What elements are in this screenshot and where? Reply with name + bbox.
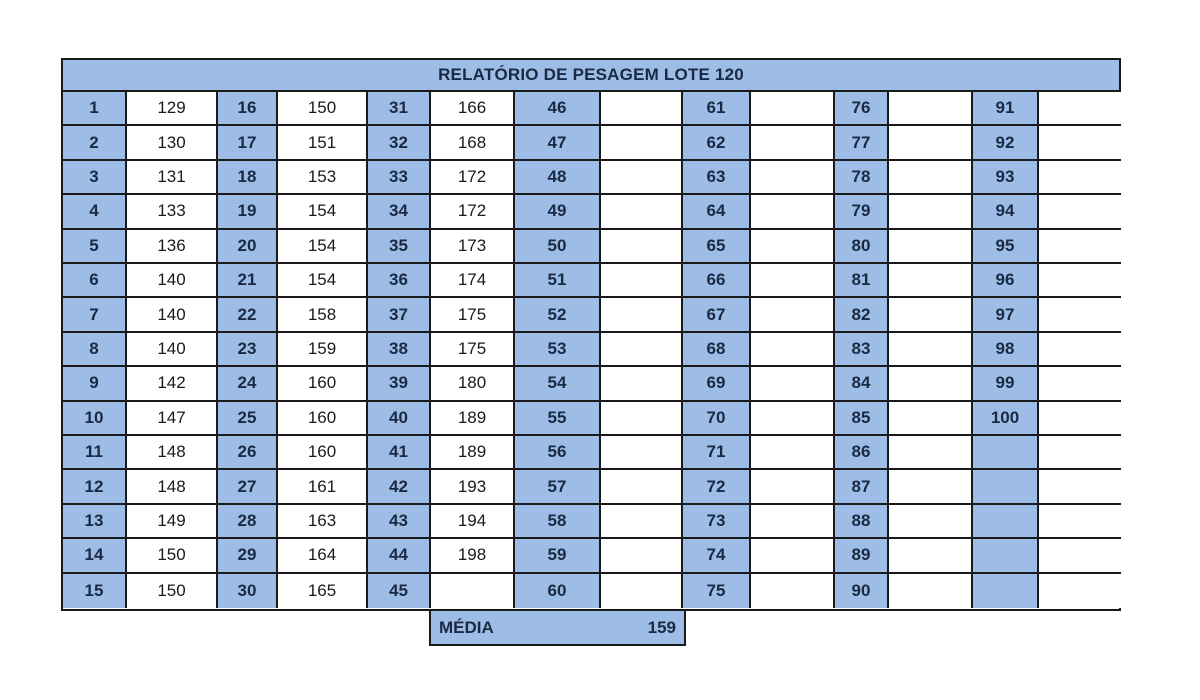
weight-value-cell [1039, 470, 1121, 504]
weight-value-cell: 148 [127, 436, 218, 470]
weight-value-cell [889, 505, 973, 539]
row-index-cell: 23 [218, 333, 278, 367]
weight-value-cell [601, 195, 683, 229]
row-index-cell: 10 [63, 402, 127, 436]
row-index-cell: 86 [835, 436, 889, 470]
weight-value-cell [601, 539, 683, 573]
row-index-cell: 85 [835, 402, 889, 436]
average-label: MÉDIA [439, 617, 494, 637]
row-index-cell: 19 [218, 195, 278, 229]
weight-value-cell [601, 367, 683, 401]
row-index-cell: 100 [973, 402, 1039, 436]
weight-value-cell: 163 [278, 505, 368, 539]
row-index-cell: 21 [218, 264, 278, 298]
weight-value-cell: 153 [278, 161, 368, 195]
row-index-cell: 15 [63, 574, 127, 608]
row-index-cell: 27 [218, 470, 278, 504]
row-index-cell: 9 [63, 367, 127, 401]
weight-value-cell [751, 230, 835, 264]
weight-value-cell [889, 574, 973, 608]
weight-value-cell: 154 [278, 230, 368, 264]
row-index-cell: 8 [63, 333, 127, 367]
weight-value-cell [889, 126, 973, 160]
weight-value-cell [751, 367, 835, 401]
row-index-cell: 73 [683, 505, 751, 539]
weight-value-cell [1039, 230, 1121, 264]
row-index-cell: 18 [218, 161, 278, 195]
weight-value-cell [1039, 402, 1121, 436]
weight-value-cell: 140 [127, 333, 218, 367]
row-index-cell: 72 [683, 470, 751, 504]
weight-value-cell: 154 [278, 264, 368, 298]
weight-value-cell: 165 [278, 574, 368, 608]
row-index-cell: 14 [63, 539, 127, 573]
weight-value-cell [751, 298, 835, 332]
row-index-cell: 40 [368, 402, 431, 436]
row-index-cell: 61 [683, 92, 751, 126]
row-index-cell [973, 505, 1039, 539]
row-index-cell: 26 [218, 436, 278, 470]
weight-value-cell [601, 298, 683, 332]
weight-value-cell: 142 [127, 367, 218, 401]
row-index-cell: 22 [218, 298, 278, 332]
row-index-cell: 2 [63, 126, 127, 160]
weight-value-cell [889, 195, 973, 229]
weight-value-cell [431, 574, 515, 608]
row-index-cell: 82 [835, 298, 889, 332]
row-index-cell: 65 [683, 230, 751, 264]
weight-value-cell: 150 [127, 539, 218, 573]
weight-value-cell [889, 298, 973, 332]
weight-value-cell: 129 [127, 92, 218, 126]
weight-value-cell [751, 402, 835, 436]
weight-value-cell [601, 230, 683, 264]
row-index-cell: 63 [683, 161, 751, 195]
weight-value-cell: 174 [431, 264, 515, 298]
weight-value-cell [601, 92, 683, 126]
row-index-cell: 57 [515, 470, 601, 504]
weight-value-cell: 158 [278, 298, 368, 332]
row-index-cell: 58 [515, 505, 601, 539]
weight-value-cell: 147 [127, 402, 218, 436]
weight-value-cell: 150 [127, 574, 218, 608]
row-index-cell: 45 [368, 574, 431, 608]
row-index-cell: 71 [683, 436, 751, 470]
weight-value-cell [1039, 264, 1121, 298]
row-index-cell: 51 [515, 264, 601, 298]
weight-value-cell: 164 [278, 539, 368, 573]
row-index-cell: 83 [835, 333, 889, 367]
weight-value-cell [889, 92, 973, 126]
row-index-cell: 94 [973, 195, 1039, 229]
weight-value-cell: 149 [127, 505, 218, 539]
weight-value-cell: 189 [431, 436, 515, 470]
row-index-cell: 5 [63, 230, 127, 264]
weight-value-cell [751, 92, 835, 126]
weight-value-cell [1039, 195, 1121, 229]
weight-value-cell [889, 436, 973, 470]
row-index-cell: 44 [368, 539, 431, 573]
weight-value-cell [601, 505, 683, 539]
weight-value-cell: 173 [431, 230, 515, 264]
row-index-cell: 70 [683, 402, 751, 436]
weight-value-cell [601, 333, 683, 367]
row-index-cell: 24 [218, 367, 278, 401]
row-index-cell: 98 [973, 333, 1039, 367]
row-index-cell: 81 [835, 264, 889, 298]
weight-value-cell: 131 [127, 161, 218, 195]
weight-value-cell [889, 333, 973, 367]
row-index-cell: 28 [218, 505, 278, 539]
row-index-cell: 56 [515, 436, 601, 470]
row-index-cell: 99 [973, 367, 1039, 401]
row-index-cell: 20 [218, 230, 278, 264]
row-index-cell: 25 [218, 402, 278, 436]
row-index-cell: 62 [683, 126, 751, 160]
weight-value-cell [1039, 333, 1121, 367]
row-index-cell: 49 [515, 195, 601, 229]
row-index-cell: 6 [63, 264, 127, 298]
row-index-cell: 42 [368, 470, 431, 504]
row-index-cell: 67 [683, 298, 751, 332]
row-index-cell: 87 [835, 470, 889, 504]
row-index-cell: 50 [515, 230, 601, 264]
row-index-cell: 39 [368, 367, 431, 401]
weight-value-cell: 172 [431, 161, 515, 195]
row-index-cell: 1 [63, 92, 127, 126]
row-index-cell: 88 [835, 505, 889, 539]
weight-value-cell: 160 [278, 367, 368, 401]
weight-value-cell: 172 [431, 195, 515, 229]
row-index-cell: 59 [515, 539, 601, 573]
weight-value-cell [889, 367, 973, 401]
row-index-cell: 13 [63, 505, 127, 539]
row-index-cell: 54 [515, 367, 601, 401]
row-index-cell: 7 [63, 298, 127, 332]
row-index-cell: 29 [218, 539, 278, 573]
weight-value-cell: 150 [278, 92, 368, 126]
weight-value-cell: 175 [431, 298, 515, 332]
weight-value-cell [1039, 436, 1121, 470]
weight-value-cell [751, 161, 835, 195]
row-index-cell: 4 [63, 195, 127, 229]
row-index-cell: 38 [368, 333, 431, 367]
average-value: 159 [647, 617, 676, 637]
row-index-cell: 36 [368, 264, 431, 298]
row-index-cell: 55 [515, 402, 601, 436]
row-index-cell: 60 [515, 574, 601, 608]
row-index-cell: 34 [368, 195, 431, 229]
weight-value-cell: 166 [431, 92, 515, 126]
row-index-cell: 53 [515, 333, 601, 367]
weight-value-cell [889, 230, 973, 264]
row-index-cell: 47 [515, 126, 601, 160]
weight-value-cell [1039, 367, 1121, 401]
weight-value-cell: 136 [127, 230, 218, 264]
weight-value-cell: 160 [278, 402, 368, 436]
row-index-cell: 43 [368, 505, 431, 539]
weight-value-cell [601, 161, 683, 195]
row-index-cell: 52 [515, 298, 601, 332]
weight-value-cell [751, 436, 835, 470]
weight-value-cell: 180 [431, 367, 515, 401]
weight-value-cell [601, 574, 683, 608]
row-index-cell: 90 [835, 574, 889, 608]
weight-value-cell [751, 574, 835, 608]
row-index-cell: 37 [368, 298, 431, 332]
weight-value-cell [601, 436, 683, 470]
weight-value-cell [1039, 539, 1121, 573]
weight-value-cell [1039, 92, 1121, 126]
row-index-cell [973, 574, 1039, 608]
row-index-cell: 31 [368, 92, 431, 126]
weight-value-cell: 175 [431, 333, 515, 367]
weight-value-cell: 154 [278, 195, 368, 229]
weight-value-cell [1039, 298, 1121, 332]
row-index-cell: 77 [835, 126, 889, 160]
weight-value-cell [889, 161, 973, 195]
row-index-cell: 92 [973, 126, 1039, 160]
row-index-cell: 11 [63, 436, 127, 470]
weight-value-cell [601, 402, 683, 436]
weight-value-cell [601, 126, 683, 160]
weight-value-cell: 161 [278, 470, 368, 504]
row-index-cell: 84 [835, 367, 889, 401]
row-index-cell: 78 [835, 161, 889, 195]
weight-value-cell: 148 [127, 470, 218, 504]
weight-value-cell: 151 [278, 126, 368, 160]
weight-value-cell: 130 [127, 126, 218, 160]
row-index-cell: 41 [368, 436, 431, 470]
average-summary [429, 609, 686, 646]
weight-value-cell [751, 126, 835, 160]
weight-value-cell: 193 [431, 470, 515, 504]
weight-value-cell: 133 [127, 195, 218, 229]
row-index-cell: 96 [973, 264, 1039, 298]
weight-value-cell: 140 [127, 298, 218, 332]
weight-value-cell [889, 264, 973, 298]
row-index-cell [973, 436, 1039, 470]
row-index-cell: 68 [683, 333, 751, 367]
row-index-cell [973, 539, 1039, 573]
row-index-cell: 76 [835, 92, 889, 126]
weight-value-cell [889, 539, 973, 573]
row-index-cell: 79 [835, 195, 889, 229]
row-index-cell: 80 [835, 230, 889, 264]
row-index-cell: 35 [368, 230, 431, 264]
weight-value-cell [1039, 126, 1121, 160]
weight-value-cell [1039, 161, 1121, 195]
weight-value-cell: 194 [431, 505, 515, 539]
row-index-cell: 17 [218, 126, 278, 160]
row-index-cell: 66 [683, 264, 751, 298]
row-index-cell: 91 [973, 92, 1039, 126]
row-index-cell: 69 [683, 367, 751, 401]
weight-value-cell: 140 [127, 264, 218, 298]
row-index-cell: 89 [835, 539, 889, 573]
weight-value-cell [751, 539, 835, 573]
weight-value-cell: 159 [278, 333, 368, 367]
weight-value-cell: 168 [431, 126, 515, 160]
weight-value-cell: 160 [278, 436, 368, 470]
row-index-cell: 95 [973, 230, 1039, 264]
weight-value-cell [751, 264, 835, 298]
row-index-cell: 3 [63, 161, 127, 195]
row-index-cell: 46 [515, 92, 601, 126]
weight-value-cell [601, 264, 683, 298]
row-index-cell: 12 [63, 470, 127, 504]
weight-value-cell [751, 505, 835, 539]
row-index-cell: 93 [973, 161, 1039, 195]
row-index-cell: 74 [683, 539, 751, 573]
row-index-cell: 16 [218, 92, 278, 126]
weight-value-cell [1039, 505, 1121, 539]
row-index-cell: 32 [368, 126, 431, 160]
row-index-cell: 75 [683, 574, 751, 608]
weight-value-cell [601, 470, 683, 504]
weight-value-cell [1039, 574, 1121, 608]
weight-value-cell: 198 [431, 539, 515, 573]
weighing-report-table [61, 58, 1121, 611]
row-index-cell: 97 [973, 298, 1039, 332]
row-index-cell [973, 470, 1039, 504]
weight-value-cell [889, 402, 973, 436]
weight-value-cell [751, 333, 835, 367]
weight-value-cell: 189 [431, 402, 515, 436]
report-title: RELATÓRIO DE PESAGEM LOTE 120 [63, 60, 1119, 92]
row-index-cell: 30 [218, 574, 278, 608]
weight-value-cell [889, 470, 973, 504]
weight-value-cell [751, 195, 835, 229]
row-index-cell: 64 [683, 195, 751, 229]
row-index-cell: 33 [368, 161, 431, 195]
weight-value-cell [751, 470, 835, 504]
row-index-cell: 48 [515, 161, 601, 195]
